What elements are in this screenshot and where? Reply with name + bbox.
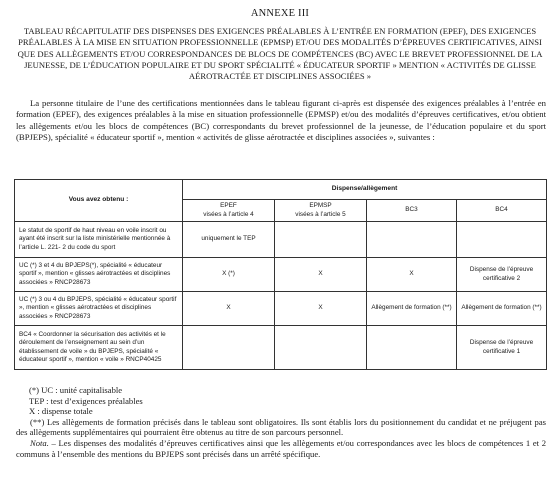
header-bc3: BC3: [367, 200, 457, 222]
table-row: [15, 222, 547, 258]
header-epef-sub: visées à l’article 4: [203, 210, 254, 218]
nota-text: – Les dispenses des modalités d’épreuves certificatives ainsi que les allègements et/ou correspondances avec les blocs de compétences 1 et 2 communs à l’ensemble des mentions du BPJEPS sont précisés dans un arrêté spécifique.: [16, 437, 546, 459]
row-label: UC (*) 3 et 4 du BPJEPS(*), spécialité « éducateur sportif », mention « glisses aérotractées et disciplines associées » RNCP28673: [15, 258, 183, 292]
row-label: BC4 « Coordonner la sécurisation des activités et le déroulement de l’enseignement au sein d’un établissement de voile » du BPJEPS, spécialité « éducateur sportif », mention « voile » RNCP40425: [15, 326, 183, 370]
cell-bc4: Dispense de l’épreuve certificative 2: [457, 258, 547, 292]
intro-text: La personne titulaire de l’une des certifications mentionnées dans le tableau figurant ci-après est dispensée des exigences préalables à l’entrée en formation (EPEF), des exigences préalables à la mise en situation professionnelle (EPMSP) et/ou des modalités d’épreuves certificatives, et/ou obtient les allègements et/ou les blocs de compétences (BC) correspondants du brevet professionnel de la jeunesse, de l’éducation populaire et du sport (BPJEPS), spécialité « éducateur sportif », mention « activités de glisse aérotractée et disciplines associées », suivantes :: [16, 98, 546, 142]
intro-paragraph: [16, 98, 546, 143]
dispense-table: [14, 179, 547, 370]
cell-bc4: Dispense de l’épreuve certificative 1: [457, 326, 547, 370]
cell-bc3: Allègement de formation (**): [367, 292, 457, 326]
cell-epef: X: [183, 292, 275, 326]
header-epmsp: [275, 200, 367, 222]
header-epmsp-sub: visées à l’article 5: [295, 210, 346, 218]
cell-epmsp: [275, 326, 367, 370]
header-epmsp-label: EPMSP: [309, 202, 332, 210]
legend-item: (*) UC : unité capitalisable: [29, 385, 123, 395]
legend-item: X : dispense totale: [29, 406, 93, 417]
cell-epmsp: X: [275, 292, 367, 326]
cell-epmsp: X: [275, 258, 367, 292]
table-header-row-1: [15, 180, 547, 200]
header-obtained: Vous avez obtenu :: [15, 180, 183, 222]
nota-label: Nota.: [30, 437, 49, 448]
row-label: UC (*) 3 ou 4 du BPJEPS, spécialité « éducateur sportif », mention « glisses aérotractées et disciplines associées » RNCP28673: [15, 292, 183, 326]
cell-bc3: [367, 326, 457, 370]
note-allegement-text: (**) Les allègements de formation précisés dans le tableau sont obligatoires. Ils sont établis lors du positionnement du candidat et ne préjugent pas des allègements supplémentaires qui pourraient être obtenus au titre de son parcours personnel.: [16, 416, 546, 438]
cell-epef: uniquement le TEP: [183, 222, 275, 258]
table-row: [15, 326, 547, 370]
cell-bc4: [457, 222, 547, 258]
notes-section: [16, 385, 546, 459]
annex-title: ANNEXE III: [250, 8, 310, 19]
table-row: [15, 292, 547, 326]
header-epef: [183, 200, 275, 222]
note-allegement: [16, 417, 546, 438]
cell-epmsp: [275, 222, 367, 258]
document-heading: TABLEAU RÉCAPITULATIF DES DISPENSES DES EXIGENCES PRÉALABLES À L’ENTRÉE EN FORMATION (EPEF), DES EXIGENCES PRÉALABLES À LA MISE EN SITUATION PROFESSIONNELLE (EPMSP) ET/OU DES MODALITÉS D’ÉPREUVES CERTIFICATIVES, AINSI QUE DES ALLÈGEMENTS ET/OU CORRESPONDANCES DE BLOCS DE COMPÉTENCES (BC) AVEC LE BREVET PROFESSIONNEL DE LA JEUNESSE, DE L’ÉDUCATION POPULAIRE ET DU SPORT SPÉCIALITÉ « ÉDUCATEUR SPORTIF » MENTION « ACTIVITÉS DE GLISSE AÉROTRACTÉE ET DISCIPLINES ASSOCIÉES »: [17, 26, 543, 82]
cell-bc3: X: [367, 258, 457, 292]
cell-bc4: Allègement de formation (**): [457, 292, 547, 326]
header-bc4: BC4: [457, 200, 547, 222]
row-label: Le statut de sportif de haut niveau en voile inscrit ou ayant été inscrit sur la liste ministérielle mentionnée à l’article L. 221- 2 du code du sport: [15, 222, 183, 258]
header-dispense-group: Dispense/allègement: [183, 180, 547, 200]
header-epef-label: EPEF: [220, 202, 237, 210]
table-row: [15, 258, 547, 292]
cell-bc3: [367, 222, 457, 258]
cell-epef: [183, 326, 275, 370]
nota-paragraph: [16, 438, 546, 459]
legend-item: TEP : test d’exigences préalables: [29, 395, 143, 406]
cell-epef: X (*): [183, 258, 275, 292]
